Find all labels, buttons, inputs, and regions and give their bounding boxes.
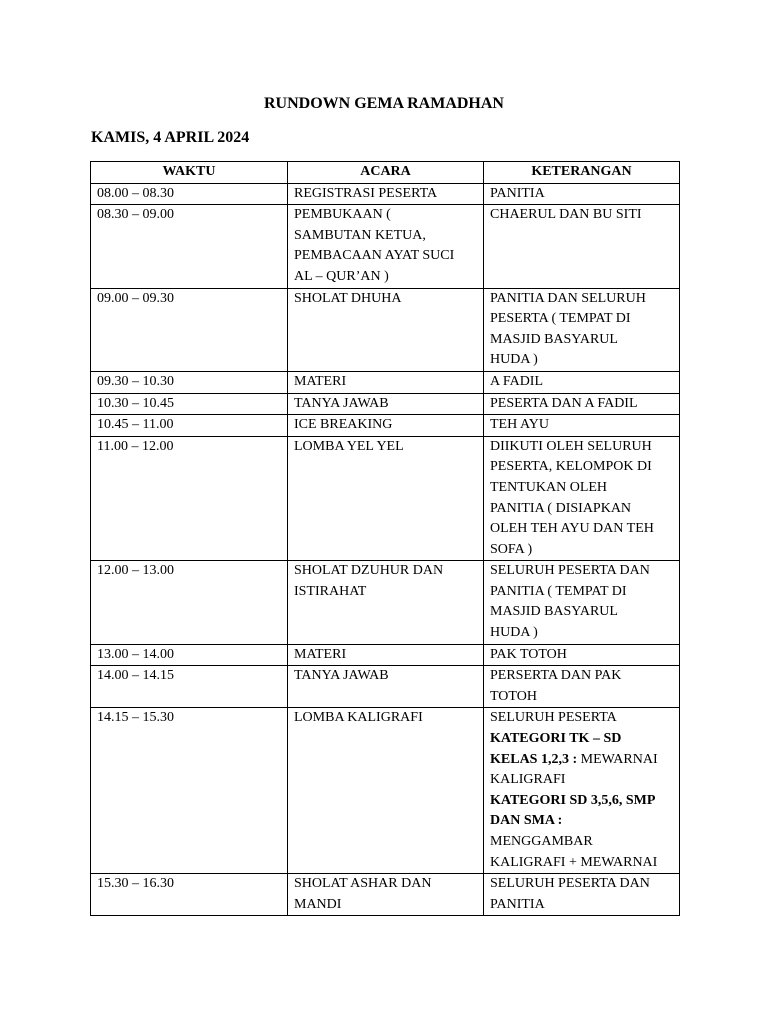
keterangan-line (490, 415, 673, 436)
keterangan-text: PANITIA ( DISIAPKAN (490, 500, 632, 516)
keterangan-line (490, 540, 673, 561)
keterangan-line (490, 309, 673, 330)
cell-waktu: 10.30 – 10.45 (91, 393, 288, 415)
keterangan-line (490, 708, 673, 729)
keterangan-line (490, 561, 673, 582)
cell-acara (288, 666, 484, 708)
acara-line: MATERI (294, 373, 347, 389)
keterangan-text: PANITIA (490, 896, 545, 912)
keterangan-text: TENTUKAN OLEH (490, 479, 608, 495)
keterangan-line (490, 350, 673, 371)
keterangan-text: OLEH TEH AYU DAN TEH (490, 521, 654, 537)
cell-waktu: 09.00 – 09.30 (91, 288, 288, 371)
cell-keterangan (484, 666, 680, 708)
keterangan-text: PESERTA ( TEMPAT DI (490, 311, 631, 327)
table-body (91, 183, 680, 916)
cell-acara (288, 183, 484, 205)
document-title: RUNDOWN GEMA RAMADHAN (264, 95, 504, 112)
acara-line: AL – QUR’AN ) (294, 268, 389, 284)
keterangan-line (490, 457, 673, 478)
keterangan-line (490, 853, 673, 874)
table-row (91, 288, 680, 371)
table-row (91, 561, 680, 644)
keterangan-text: KALIGRAFI (490, 772, 566, 788)
keterangan-text: DIIKUTI OLEH SELURUH (490, 438, 652, 454)
keterangan-line (490, 437, 673, 458)
table-row (91, 708, 680, 874)
cell-acara (288, 436, 484, 561)
keterangan-text: SOFA ) (490, 541, 533, 557)
cell-acara (288, 393, 484, 415)
cell-acara (288, 205, 484, 288)
acara-line: LOMBA KALIGRAFI (294, 710, 423, 726)
cell-waktu: 08.00 – 08.30 (91, 183, 288, 205)
cell-keterangan (484, 288, 680, 371)
keterangan-text: MASJID BASYARUL (490, 604, 618, 620)
keterangan-line (490, 811, 673, 832)
acara-line: ICE BREAKING (294, 417, 393, 433)
cell-waktu: 14.15 – 15.30 (91, 708, 288, 874)
keterangan-line (490, 602, 673, 623)
cell-keterangan (484, 183, 680, 205)
rundown-table (90, 161, 680, 916)
keterangan-line (490, 623, 673, 644)
cell-acara (288, 561, 484, 644)
acara-line: SHOLAT DHUHA (294, 290, 402, 306)
keterangan-text: PAK TOTOH (490, 646, 567, 662)
cell-acara (288, 415, 484, 437)
header-row (91, 162, 680, 184)
table-row (91, 644, 680, 666)
keterangan-line (490, 874, 673, 895)
cell-waktu: 09.30 – 10.30 (91, 371, 288, 393)
table-row (91, 393, 680, 415)
keterangan-bold-text: DAN SMA : (490, 813, 563, 829)
keterangan-text: PANITIA DAN SELURUH (490, 290, 646, 306)
header-keterangan: KETERANGAN (484, 162, 680, 184)
acara-line: MATERI (294, 646, 347, 662)
table-row (91, 874, 680, 916)
acara-line: SHOLAT DZUHUR DAN (294, 563, 444, 579)
keterangan-text: PESERTA, KELOMPOK DI (490, 459, 652, 475)
cell-keterangan (484, 708, 680, 874)
acara-line: PEMBACAAN AYAT SUCI (294, 248, 455, 264)
keterangan-line (490, 750, 673, 771)
date-heading: KAMIS, 4 APRIL 2024 (91, 129, 250, 146)
table-row (91, 415, 680, 437)
cell-waktu: 14.00 – 14.15 (91, 666, 288, 708)
table-row (91, 666, 680, 708)
table-row (91, 436, 680, 561)
cell-keterangan (484, 393, 680, 415)
keterangan-bold-text: KATEGORI SD 3,5,6, SMP (490, 792, 656, 808)
cell-keterangan (484, 205, 680, 288)
keterangan-line (490, 289, 673, 310)
keterangan-text: TEH AYU (490, 417, 549, 433)
header-waktu: WAKTU (91, 162, 288, 184)
keterangan-line (490, 729, 673, 750)
cell-acara (288, 288, 484, 371)
keterangan-text: A FADIL (490, 373, 544, 389)
cell-waktu: 13.00 – 14.00 (91, 644, 288, 666)
table-row (91, 183, 680, 205)
keterangan-line (490, 205, 673, 226)
keterangan-line (490, 519, 673, 540)
keterangan-text: PANITIA ( TEMPAT DI (490, 583, 627, 599)
cell-waktu: 10.45 – 11.00 (91, 415, 288, 437)
keterangan-line (490, 832, 673, 853)
keterangan-bold-text: KELAS 1,2,3 : (490, 751, 581, 767)
acara-line: PEMBUKAAN ( (294, 207, 391, 223)
table-row (91, 371, 680, 393)
keterangan-line (490, 184, 673, 205)
keterangan-line (490, 394, 673, 415)
cell-keterangan (484, 561, 680, 644)
keterangan-line (490, 330, 673, 351)
acara-line: REGISTRASI PESERTA (294, 185, 438, 201)
cell-waktu: 12.00 – 13.00 (91, 561, 288, 644)
keterangan-text: PESERTA DAN A FADIL (490, 395, 638, 411)
keterangan-line (490, 687, 673, 708)
cell-acara (288, 371, 484, 393)
keterangan-text: SELURUH PESERTA (490, 710, 617, 726)
table-row (91, 205, 680, 288)
cell-keterangan (484, 415, 680, 437)
acara-line: SAMBUTAN KETUA, (294, 227, 426, 243)
keterangan-line (490, 666, 673, 687)
keterangan-line (490, 372, 673, 393)
keterangan-text: PERSERTA DAN PAK (490, 668, 622, 684)
cell-keterangan (484, 874, 680, 916)
cell-waktu: 15.30 – 16.30 (91, 874, 288, 916)
keterangan-text: KALIGRAFI + MEWARNAI (490, 854, 658, 870)
cell-acara (288, 874, 484, 916)
keterangan-line (490, 478, 673, 499)
keterangan-line (490, 582, 673, 603)
cell-keterangan (484, 644, 680, 666)
keterangan-text: CHAERUL DAN BU SITI (490, 207, 642, 223)
header-acara: ACARA (288, 162, 484, 184)
keterangan-line (490, 895, 673, 916)
keterangan-text: SELURUH PESERTA DAN (490, 876, 650, 892)
keterangan-text: MEWARNAI (580, 751, 658, 767)
keterangan-text: TOTOH (490, 688, 537, 704)
acara-line: SHOLAT ASHAR DAN (294, 876, 432, 892)
cell-keterangan (484, 371, 680, 393)
cell-acara (288, 644, 484, 666)
keterangan-text: SELURUH PESERTA DAN (490, 563, 650, 579)
acara-line: ISTIRAHAT (294, 583, 367, 599)
acara-line: TANYA JAWAB (294, 395, 389, 411)
cell-keterangan (484, 436, 680, 561)
acara-line: MANDI (294, 896, 342, 912)
cell-acara (288, 708, 484, 874)
keterangan-text: PANITIA (490, 185, 545, 201)
keterangan-text: MASJID BASYARUL (490, 331, 618, 347)
keterangan-line (490, 645, 673, 666)
keterangan-text: HUDA ) (490, 625, 538, 641)
keterangan-text: MENGGAMBAR (490, 834, 593, 849)
cell-waktu: 11.00 – 12.00 (91, 436, 288, 561)
keterangan-bold-text: KATEGORI TK – SD (490, 731, 622, 747)
keterangan-line (490, 791, 673, 812)
cell-waktu: 08.30 – 09.00 (91, 205, 288, 288)
keterangan-line (490, 499, 673, 520)
keterangan-text: HUDA ) (490, 352, 538, 368)
acara-line: TANYA JAWAB (294, 668, 389, 684)
keterangan-line (490, 770, 673, 791)
table-header (91, 162, 680, 184)
acara-line: LOMBA YEL YEL (294, 438, 404, 454)
